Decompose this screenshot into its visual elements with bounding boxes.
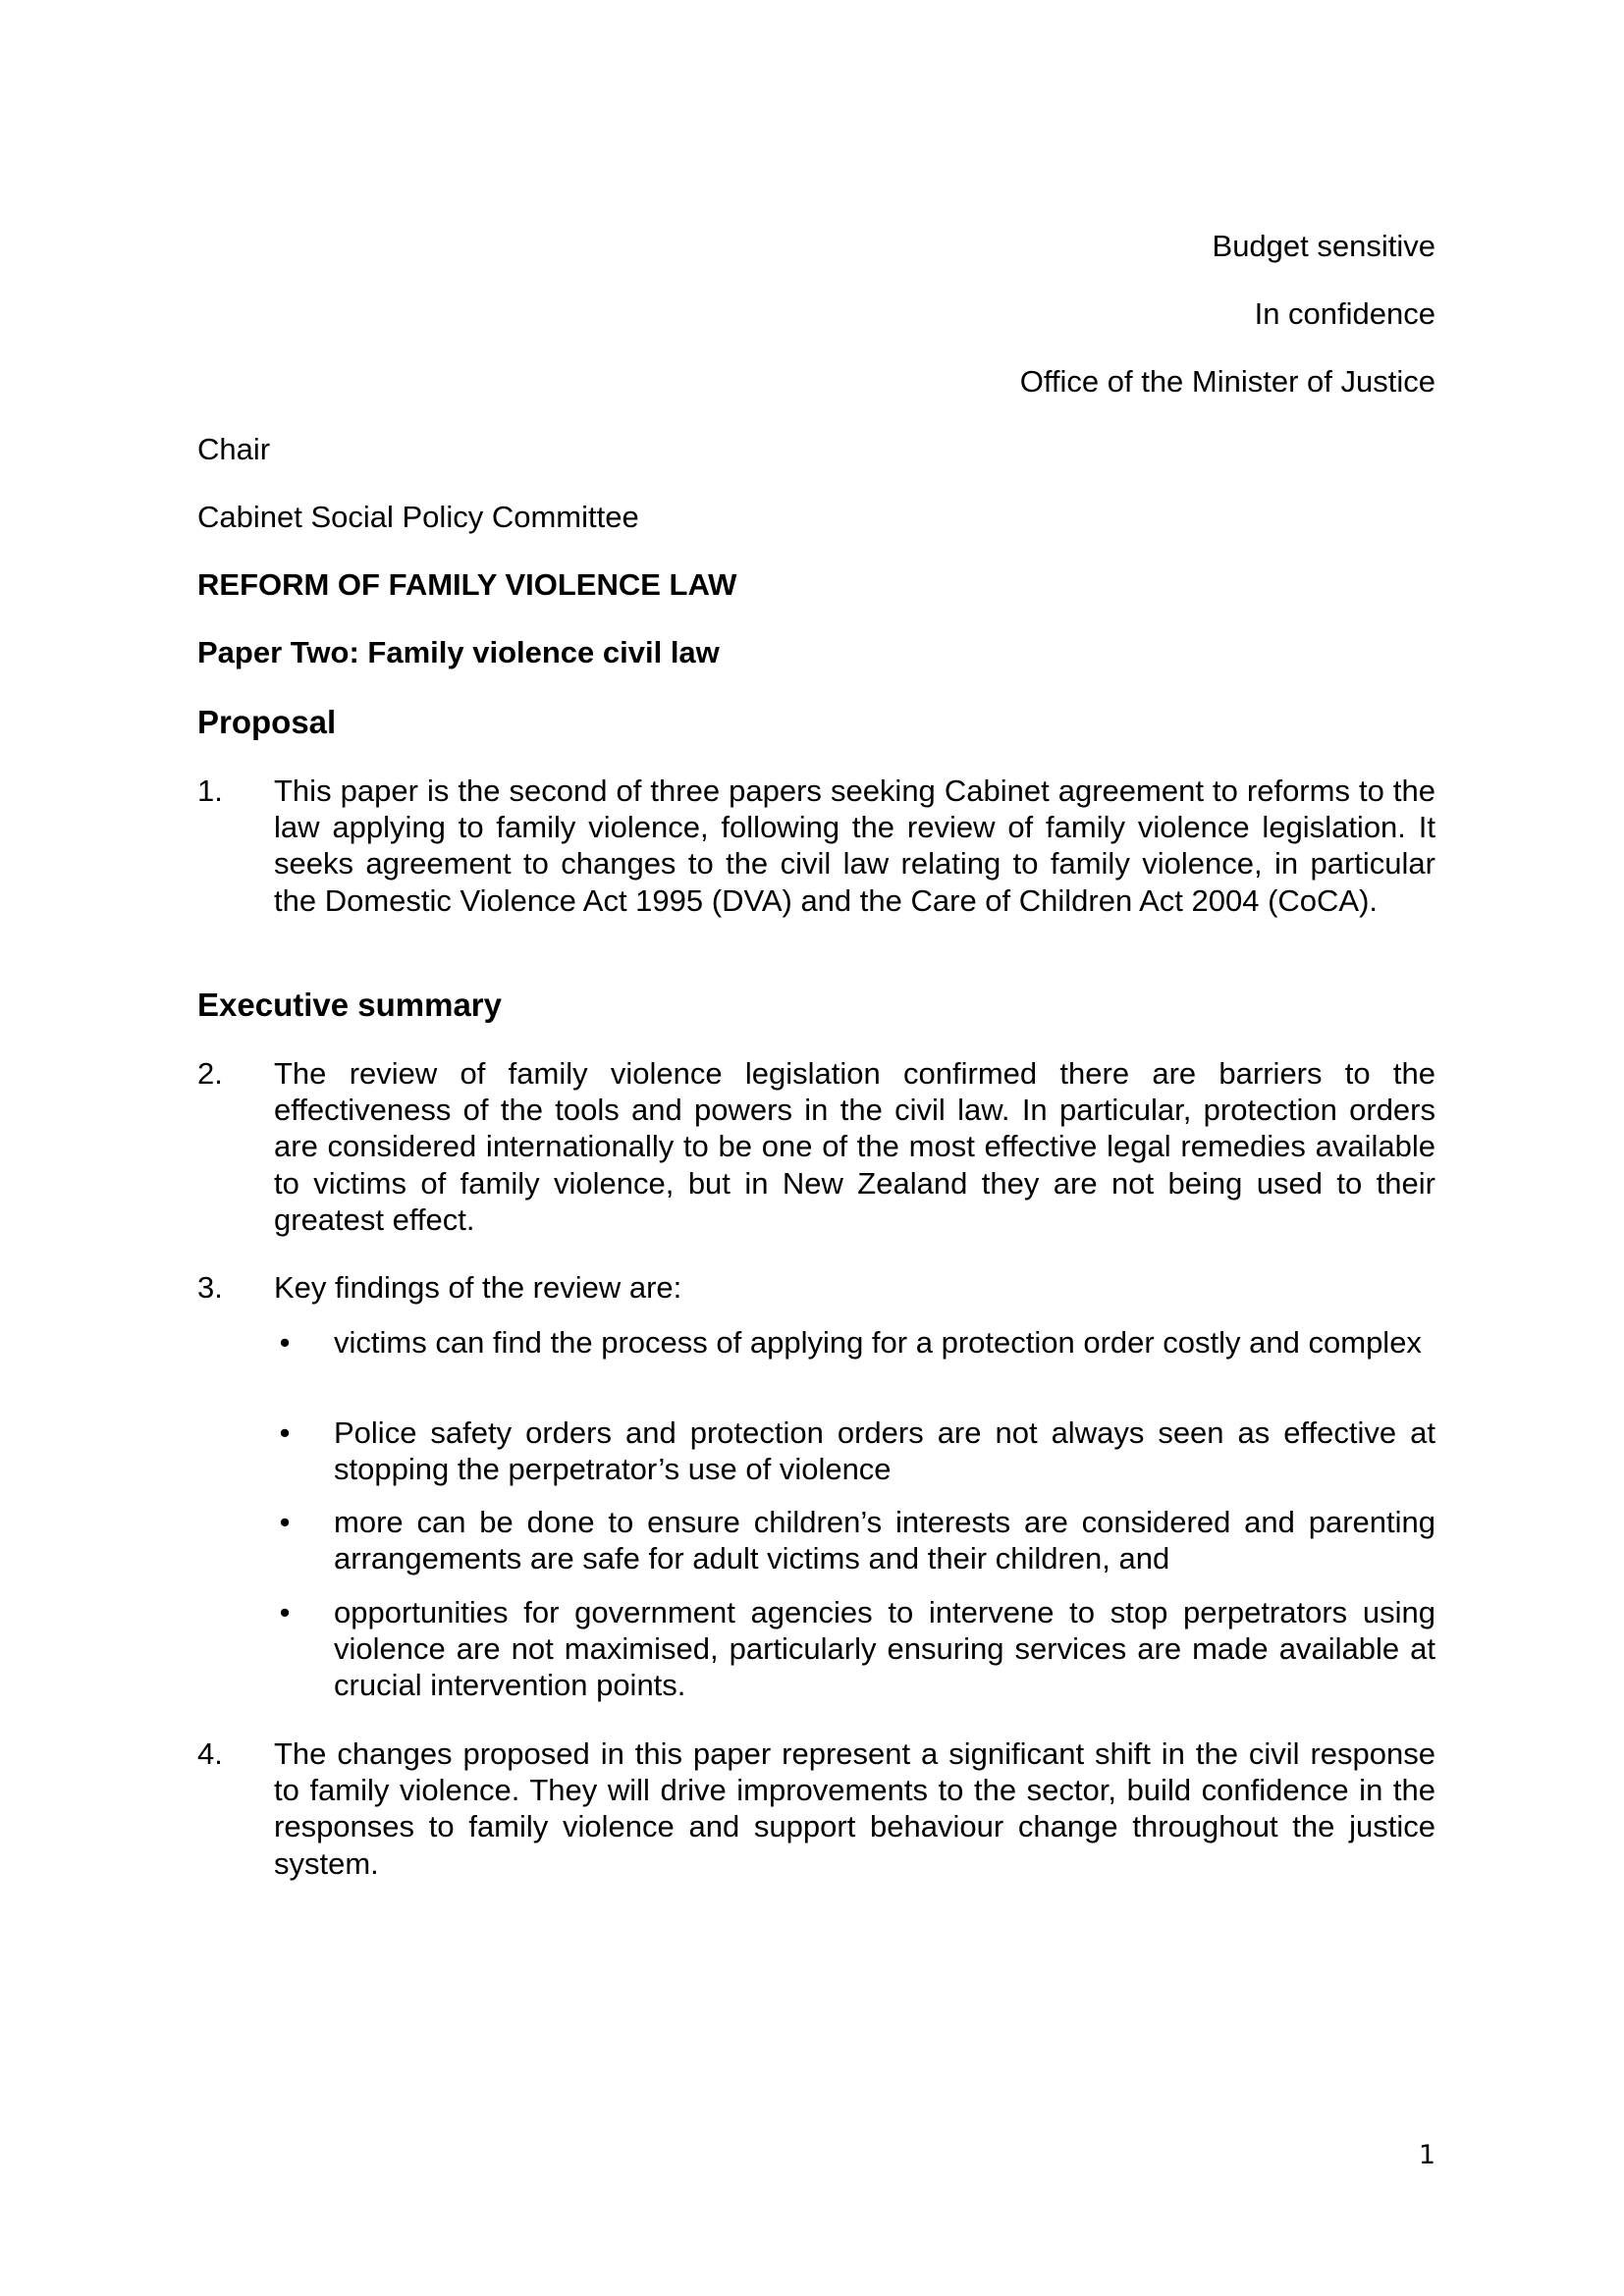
paragraph-number: 2. [197,1056,223,1091]
bullet-icon: • [279,1415,291,1450]
classification-budget-sensitive: Budget sensitive [1212,229,1435,263]
paragraph-3 [197,1269,1435,1306]
paragraph-number: 1. [197,774,223,808]
bullet-item [274,1415,1435,1487]
paragraph-number: 3. [197,1270,223,1305]
paragraph-number: 4. [197,1736,223,1771]
bullet-icon: • [279,1595,291,1629]
paragraph-text: The review of family violence legislation confirmed there are barriers to the effectiveness of the tools and powers in the civil law. In particular, protection orders are considered internationally to be one of the most effective legal remedies available to victims of family violence, but in New Zealand they are not being used to their greatest effect. [274,1056,1435,1237]
page-number: 1 [1418,2140,1435,2170]
bullet-item [274,1324,1435,1361]
bullet-item [274,1594,1435,1704]
recipient-committee: Cabinet Social Policy Committee [197,500,639,534]
heading-executive-summary: Executive summary [197,987,503,1023]
document-subtitle: Paper Two: Family violence civil law [197,635,720,669]
paragraph-2 [197,1055,1435,1238]
bullet-text: more can be done to ensure children’s interests are considered and parenting arrangements are safe for adult victims and their children, and [334,1505,1435,1576]
bullet-item [274,1504,1435,1576]
bullet-text: Police safety orders and protection orders are not always seen as effective at stopping the perpetrator’s use of violence [334,1415,1435,1487]
paragraph-1 [197,773,1435,919]
office-line: Office of the Minister of Justice [1019,364,1435,399]
classification-in-confidence: In confidence [1254,296,1435,331]
paragraph-text: Key findings of the review are: [274,1270,682,1305]
bullet-icon: • [279,1505,291,1539]
bullet-text: opportunities for government agencies to intervene to stop perpetrators using violence are not maximised, particularly ensuring services are made available at crucial intervention points. [334,1595,1435,1703]
recipient-chair: Chair [197,432,271,466]
paragraph-text: The changes proposed in this paper represent a significant shift in the civil response to family violence. They will drive improvements to the sector, build confidence in the responses to family violence and support behaviour change throughout the justice system. [274,1736,1435,1881]
bullet-text: victims can find the process of applying for a protection order costly and complex [334,1325,1422,1360]
bullet-icon: • [279,1325,291,1360]
paragraph-text: This paper is the second of three papers seeking Cabinet agreement to reforms to the law applying to family violence, following the review of family violence legislation. It seeks agreement to changes to the civil law relating to family violence, in particular the Domestic Violence Act 1995 (DVA) and the Care of Children Act 2004 (CoCA). [274,774,1435,918]
document-title: REFORM OF FAMILY VIOLENCE LAW [197,567,737,602]
heading-proposal: Proposal [197,704,337,740]
paragraph-4 [197,1735,1435,1882]
